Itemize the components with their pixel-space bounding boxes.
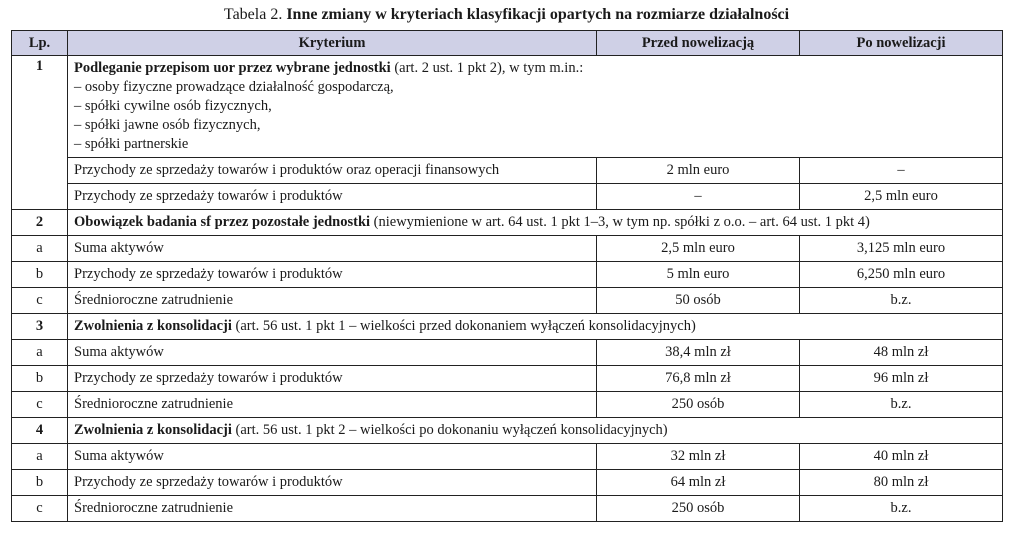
after-cell: b.z.: [800, 288, 1003, 314]
section-1-title-row: [12, 56, 1003, 158]
after-cell: 3,125 mln euro: [800, 236, 1003, 262]
criterion-cell: Średnioroczne zatrudnienie: [68, 496, 597, 522]
after-cell: 80 mln zł: [800, 470, 1003, 496]
after-cell: 6,250 mln euro: [800, 262, 1003, 288]
table-row: [12, 158, 1003, 184]
caption-title: Inne zmiany w kryteriach klasyfikacji opartych na rozmiarze działalności: [286, 6, 790, 23]
before-cell: 250 osób: [597, 496, 800, 522]
criterion-cell: Suma aktywów: [68, 236, 597, 262]
header-row: [12, 31, 1003, 56]
sub-label-cell: a: [12, 444, 68, 470]
table-row: [12, 366, 1003, 392]
before-cell: 64 mln zł: [597, 470, 800, 496]
section-4-title-bold: Zwolnienia z konsolidacji: [74, 422, 232, 438]
before-cell: 2 mln euro: [597, 158, 800, 184]
after-cell: 96 mln zł: [800, 366, 1003, 392]
section-3-title-row: [12, 314, 1003, 340]
table-row: [12, 262, 1003, 288]
table-row: [12, 288, 1003, 314]
before-cell: 250 osób: [597, 392, 800, 418]
section-2-title-rest: (niewymienione w art. 64 ust. 1 pkt 1–3, w tym np. spółki z o.o. – art. 64 ust. 1 pkt 4): [370, 214, 870, 230]
sub-label-cell: c: [12, 288, 68, 314]
after-cell: 48 mln zł: [800, 340, 1003, 366]
before-cell: 50 osób: [597, 288, 800, 314]
after-cell: b.z.: [800, 496, 1003, 522]
sub-label-cell: c: [12, 496, 68, 522]
table-row: [12, 444, 1003, 470]
section-3-title-cell: [68, 314, 1003, 340]
section-1-title-bold: Podleganie przepisom uor przez wybrane jednostki: [74, 60, 391, 76]
list-item: – osoby fizyczne prowadzące działalność gospodarczą,: [74, 78, 996, 97]
sub-label-cell: a: [12, 340, 68, 366]
sub-label-cell: b: [12, 262, 68, 288]
after-cell: b.z.: [800, 392, 1003, 418]
section-3-lp: 3: [12, 314, 68, 340]
criterion-cell: Przychody ze sprzedaży towarów i produktów: [68, 184, 597, 210]
before-cell: 5 mln euro: [597, 262, 800, 288]
section-1-title-rest: (art. 2 ust. 1 pkt 2), w tym m.in.:: [390, 60, 584, 76]
caption-prefix: Tabela 2.: [223, 6, 283, 23]
before-cell: 2,5 mln euro: [597, 236, 800, 262]
before-cell: 76,8 mln zł: [597, 366, 800, 392]
criterion-cell: Przychody ze sprzedaży towarów i produktów: [68, 470, 597, 496]
section-3-title-bold: Zwolnienia z konsolidacji: [74, 318, 232, 334]
header-criterion: Kryterium: [68, 31, 597, 56]
after-cell: –: [800, 158, 1003, 184]
table-row: [12, 340, 1003, 366]
table-row: [12, 236, 1003, 262]
section-3-title-rest: (art. 56 ust. 1 pkt 1 – wielkości przed dokonaniem wyłączeń konsolidacyjnych): [231, 318, 696, 334]
header-before: Przed nowelizacją: [597, 31, 800, 56]
section-1-lp: 1: [12, 56, 68, 210]
criterion-cell: Średnioroczne zatrudnienie: [68, 288, 597, 314]
table-row: [12, 392, 1003, 418]
criterion-cell: Przychody ze sprzedaży towarów i produktów oraz operacji finansowych: [68, 158, 597, 184]
table-row: [12, 184, 1003, 210]
section-4-title-row: [12, 418, 1003, 444]
table-row: [12, 470, 1003, 496]
list-item: – spółki cywilne osób fizycznych,: [74, 97, 996, 116]
after-cell: 2,5 mln euro: [800, 184, 1003, 210]
header-after: Po nowelizacji: [800, 31, 1003, 56]
list-item: – spółki jawne osób fizycznych,: [74, 116, 996, 135]
section-1-title-cell: [68, 56, 1003, 158]
section-2-lp: 2: [12, 210, 68, 236]
before-cell: 32 mln zł: [597, 444, 800, 470]
header-lp: Lp.: [12, 31, 68, 56]
criterion-cell: Suma aktywów: [68, 340, 597, 366]
sub-label-cell: b: [12, 470, 68, 496]
section-1-bullet-list: [74, 78, 996, 154]
sub-label-cell: b: [12, 366, 68, 392]
section-2-title-cell: [68, 210, 1003, 236]
after-cell: 40 mln zł: [800, 444, 1003, 470]
criterion-cell: Przychody ze sprzedaży towarów i produktów: [68, 366, 597, 392]
criterion-cell: Suma aktywów: [68, 444, 597, 470]
sub-label-cell: c: [12, 392, 68, 418]
section-4-lp: 4: [12, 418, 68, 444]
sub-label-cell: a: [12, 236, 68, 262]
criteria-table: [11, 30, 1003, 522]
section-4-title-rest: (art. 56 ust. 1 pkt 2 – wielkości po dokonaniu wyłączeń konsolidacyjnych): [231, 422, 668, 438]
criterion-cell: Przychody ze sprzedaży towarów i produktów: [68, 262, 597, 288]
list-item: – spółki partnerskie: [74, 135, 996, 154]
section-2-title-bold: Obowiązek badania sf przez pozostałe jednostki: [74, 214, 371, 230]
criterion-cell: Średnioroczne zatrudnienie: [68, 392, 597, 418]
section-2-title-row: [12, 210, 1003, 236]
before-cell: 38,4 mln zł: [597, 340, 800, 366]
table-caption: [0, 0, 1013, 30]
table-row: [12, 496, 1003, 522]
before-cell: –: [597, 184, 800, 210]
section-4-title-cell: [68, 418, 1003, 444]
